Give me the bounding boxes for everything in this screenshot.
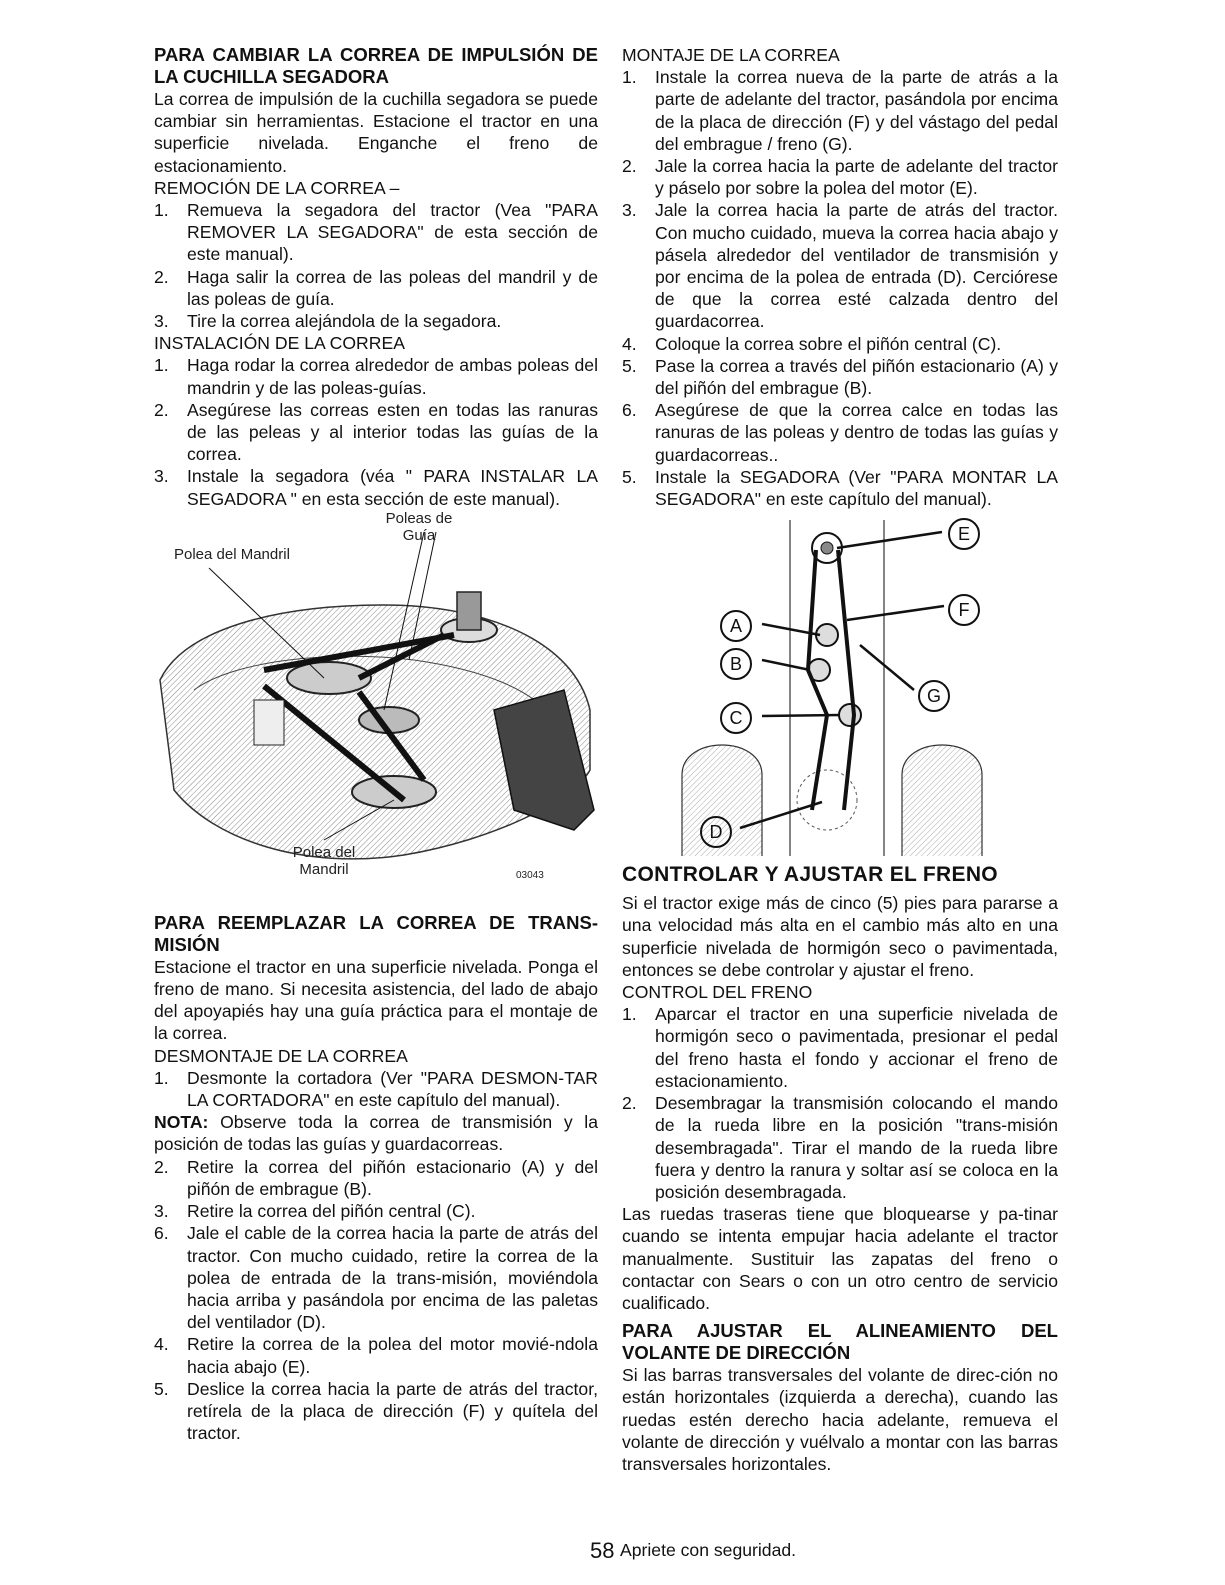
- callout-b: B: [720, 648, 752, 680]
- list-item: 2. Retire la correa del piñón estacionario (A) y del piñón de embrague (B).: [154, 1156, 598, 1199]
- list-item: 3. Instale la segadora (véa " PARA INSTALAR LA SEGADORA " en esta sección de este manual).: [154, 466, 598, 509]
- note-label: NOTA:: [154, 1112, 209, 1133]
- callout-c: C: [720, 702, 752, 734]
- install-steps: [154, 354, 598, 509]
- list-item: 2. Desembragar la transmisión colocando el mando de la rueda libre en la posición "trans-misión desembragada". Tirar el mando de la rueda libre fuera y dentro la ranura y soltar así se coloca en la posición desembragada.: [622, 1093, 1058, 1202]
- list-item: 3. Jale la correa hacia la parte de atrás del tractor. Con mucho cuidado, mueva la correa hacia abajo y pásela alrededor del ventilador de transmisión y por encima de la polea de entrada (D). Cerciórese de que la correa esté calzada dentro del guardacorrea.: [622, 200, 1058, 332]
- list-item: 1. Instale la correa nueva de la parte de atrás a la parte de adelante del tractor, pasándola por encima de la placa de dirección (F) y del vástago del pedal del embrague / freno (G).: [622, 67, 1058, 154]
- note-text: Observe toda la correa de transmisión y la posición de todas las guías y guardacorreas.: [154, 1112, 598, 1155]
- list-item: 1. Aparcar el tractor en una superficie nivelada de hormigón seco o pavimentada, presionar el pedal del freno hasta el fondo y accionar el freno de estacionamiento.: [622, 1004, 1058, 1091]
- list-item: 6. Asegúrese de que la correa calce en todas las ranuras de las poleas y dentro de todas las guías y guardacorreas..: [622, 400, 1058, 465]
- list-item: 3. Tire la correa alejándola de la segadora.: [154, 311, 502, 332]
- label-guide-pulleys: Poleas de Guía: [385, 509, 453, 544]
- right-column: [622, 44, 1058, 1475]
- list-item: 2. Jale la correa hacia la parte de adelante del tractor y páselo por sobre la polea del motor (E).: [622, 156, 1058, 199]
- subheading-removal: REMOCIÓN DE LA CORREA –: [154, 177, 400, 198]
- list-item: 1. Desmonte la cortadora (Ver "PARA DESMON-TAR LA CORTADORA" en este capítulo del manual).: [154, 1067, 598, 1111]
- dismount-steps: [154, 1156, 598, 1445]
- paragraph-brake-after: Las ruedas traseras tiene que bloquearse y pa-tinar cuando se intenta empujar hacia adelante el tractor manualmente. Sustituir las zapatas del freno o contactar con Sears o con un otro centro de servicio cualificado.: [622, 1204, 1058, 1313]
- callout-a: A: [720, 610, 752, 642]
- paragraph-intro: La correa de impulsión de la cuchilla segadora se puede cambiar sin herramientas. Estacione el tractor en una superficie nivelada. Enganche el freno de estacionamiento.: [154, 89, 598, 176]
- drive-belt-figure: [622, 510, 1058, 856]
- figure-code: 03043: [516, 869, 544, 881]
- list-item: 1. Remueva la segadora del tractor (Vea "PARA REMOVER LA SEGADORA" de esta sección de este manual).: [154, 200, 598, 265]
- callout-d: D: [700, 816, 732, 848]
- list-item: 2. Asegúrese las correas esten en todas las ranuras de las peleas y al interior todas las guías de la correa.: [154, 399, 598, 465]
- mower-deck-illustration: [154, 510, 598, 912]
- list-item: 4. Coloque la correa sobre el piñón central (C).: [622, 333, 1002, 354]
- section-title-brake: CONTROLAR Y AJUSTAR EL FRENO: [622, 863, 998, 887]
- list-item: 1. Haga rodar la correa alrededor de ambas poleas del mandrin y de las poleas-guías.: [154, 355, 598, 398]
- callout-g: G: [918, 680, 950, 712]
- list-item: 2. Haga salir la correa de las poleas del mandril y de las poleas de guía.: [154, 266, 598, 309]
- label-spindle-pulley-bottom: Polea del Mandril: [292, 843, 356, 878]
- section-title-transmission-belt: PARA REEMPLAZAR LA CORREA DE TRANS-MISIÓN: [154, 911, 598, 955]
- paragraph-steering: Si las barras transversales del volante de direc-ción no están horizontales (izquierda a derecha), cuando las ruedas estén derecho hacia adelante, remueva el volante de dirección y vuélvalo a montar con las barras transversales horizontales.: [622, 1365, 1058, 1474]
- callout-e: E: [948, 518, 980, 550]
- paragraph-brake-intro: Si el tractor exige más de cinco (5) pies para pararse a una velocidad más alta en el cambio más alto en una superficie nivelada de hormigón seco o pavimentada, entonces se debe controlar y ajustar el freno.: [622, 893, 1058, 980]
- mount-steps: [622, 66, 1058, 510]
- list-item: 5. Deslice la correa hacia la parte de atrás del tractor, retírela de la placa de dirección (F) y quítela del tractor.: [154, 1378, 598, 1444]
- list-item: 5. Pase la correa a través del piñón estacionario (A) y del piñón del embrague (B).: [622, 355, 1058, 399]
- subheading-brake-control: CONTROL DEL FRENO: [622, 982, 813, 1003]
- section-title-blade-belt: PARA CAMBIAR LA CORREA DE IMPULSIÓN DE LA CUCHILLA SEGADORA: [154, 44, 598, 87]
- mower-deck-figure: [154, 510, 598, 912]
- paragraph-intro: Estacione el tractor en una superficie nivelada. Ponga el freno de mano. Si necesita asistencia, del lado de abajo del apoyapiés hay una guía práctica para el montaje de la correa.: [154, 956, 598, 1044]
- subheading-mount: MONTAJE DE LA CORREA: [622, 45, 840, 65]
- list-item: 3. Retire la correa del piñón central (C).: [154, 1201, 476, 1222]
- callout-f: F: [948, 594, 980, 626]
- subheading-install: INSTALACIÓN DE LA CORREA: [154, 333, 405, 354]
- left-column: [154, 44, 598, 1444]
- list-item: 5. Instale la SEGADORA (Ver "PARA MONTAR LA SEGADORA" en este capítulo del manual).: [622, 466, 1058, 510]
- brake-steps: [622, 1003, 1058, 1203]
- label-spindle-pulley-top: Polea del Mandril: [174, 545, 290, 563]
- note: [154, 1111, 598, 1155]
- paragraph-steering-last-line: Apriete con seguridad.: [620, 1540, 797, 1560]
- removal-steps: [154, 199, 598, 332]
- list-item: 6. Jale el cable de la correa hacia la parte de atrás del tractor. Con mucho cuidado, retire la correa de la polea de entrada de la trans-misión, moviéndola hacia arriba y pasándola por encima de las paletas del ventilador (D).: [154, 1223, 598, 1333]
- subheading-dismount: DESMONTAJE DE LA CORREA: [154, 1045, 408, 1066]
- list-item: 4. Retire la correa de la polea del motor movié-ndola hacia abajo (E).: [154, 1334, 598, 1377]
- page-number: 58: [590, 1538, 615, 1563]
- dismount-step-1: [154, 1067, 598, 1111]
- section-title-steering: PARA AJUSTAR EL ALINEAMIENTO DEL VOLANTE DE DIRECCIÓN: [622, 1320, 1058, 1364]
- drive-belt-diagram: [622, 510, 1058, 856]
